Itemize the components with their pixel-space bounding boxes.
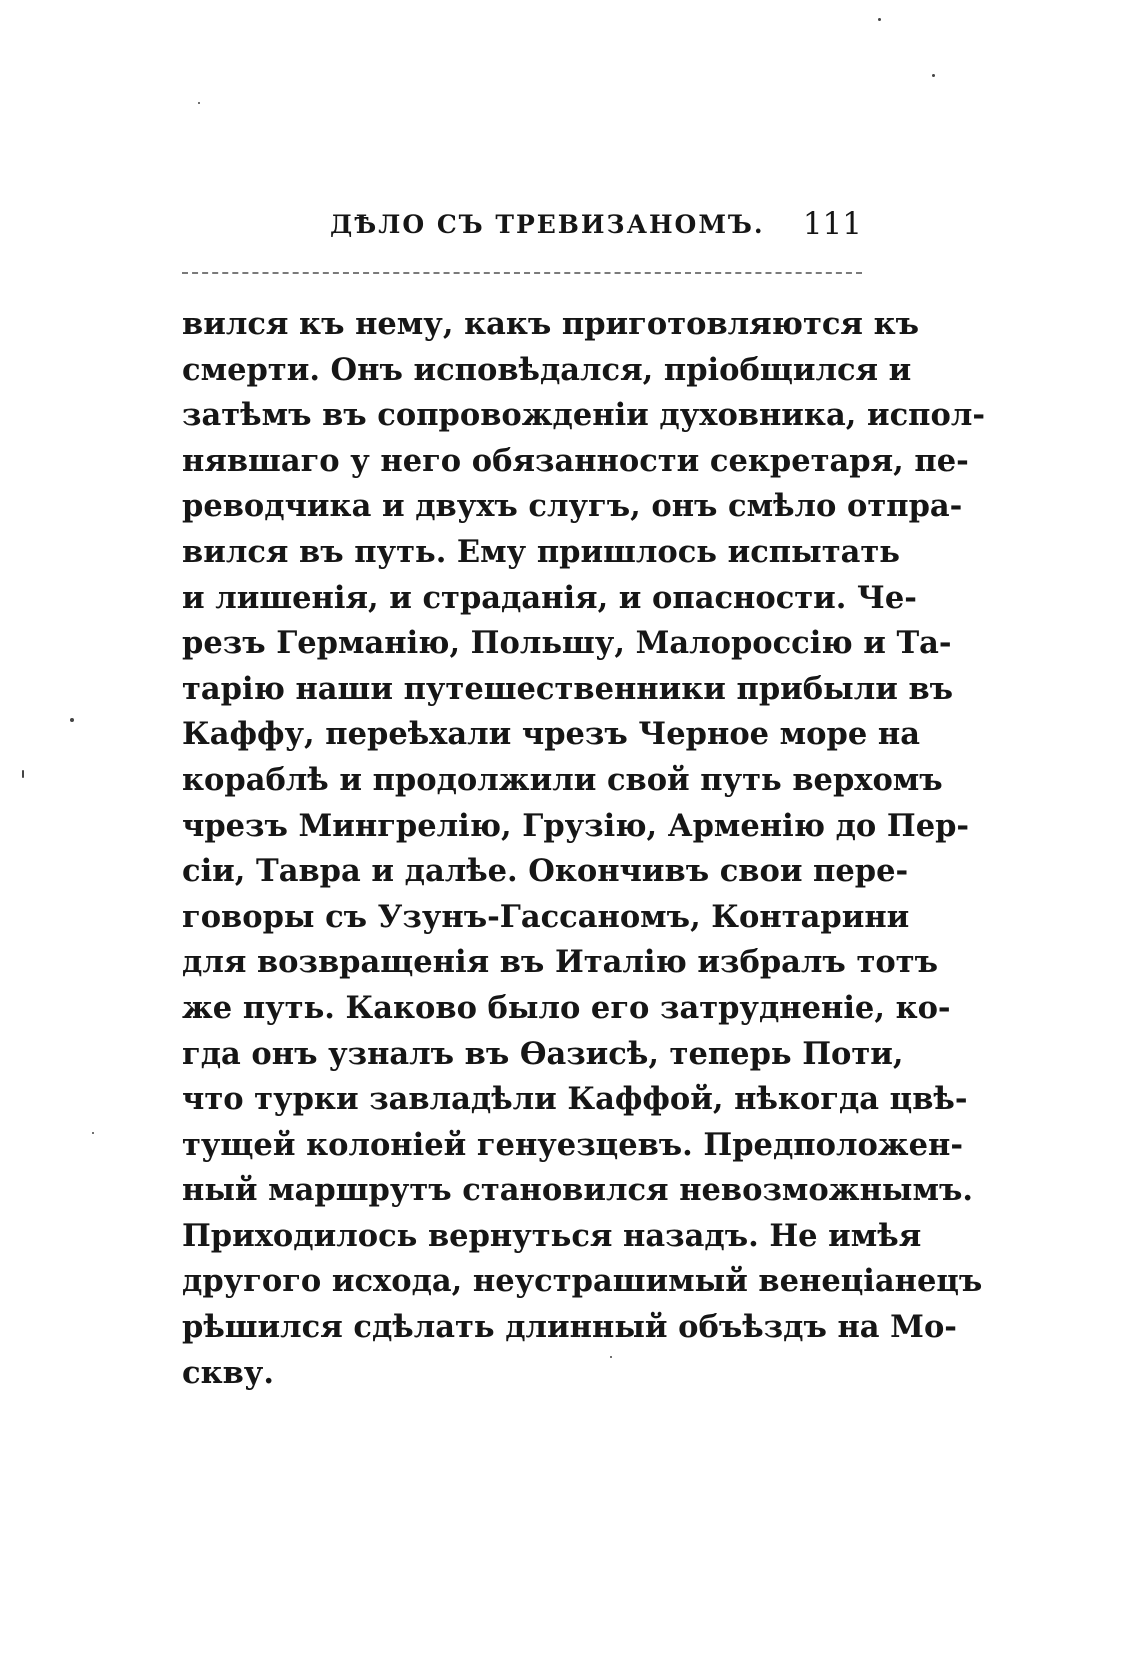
text-line: тущей колоніей генуезцевъ. Предположен- [182, 1126, 963, 1163]
running-title: ДѢЛО СЪ ТРЕВИЗАНОМЪ. [330, 210, 765, 239]
text-line: говоры съ Узунъ-Гассаномъ, Контарини [182, 898, 910, 935]
text-line: что турки завладѣли Каффой, нѣкогда цвѣ- [182, 1081, 968, 1118]
page-number: 111 [802, 206, 862, 242]
text-line: кораблѣ и продолжили свой путь верхомъ [182, 761, 943, 798]
text-line: тарію наши путешественники прибыли въ [182, 670, 954, 707]
text-line: чрезъ Мингрелію, Грузію, Арменію до Пер- [182, 807, 970, 844]
text-line: гда онъ узналъ въ Ѳазисѣ, теперь Поти, [182, 1035, 904, 1072]
body-text [182, 302, 985, 1396]
text-line: вился къ нему, какъ приготовляются къ [182, 306, 919, 342]
text-line: Приходилось вернуться назадъ. Не имѣя [182, 1217, 922, 1254]
text-line: реводчика и двухъ слугъ, онъ смѣло отпра- [182, 488, 963, 525]
text-line: другого исхода, неустрашимый венеціанецъ [182, 1263, 983, 1300]
scan-speck [22, 770, 24, 778]
text-line: смерти. Онъ исповѣдался, пріобщился и [182, 351, 912, 388]
text-line: же путь. Каково было его затрудненіе, ко- [182, 989, 951, 1026]
text-line: скву. [182, 1354, 274, 1391]
scan-speck [932, 74, 935, 77]
scan-speck [70, 718, 74, 722]
text-line: ный маршрутъ становился невозможнымъ. [182, 1172, 973, 1209]
text-line: резъ Германію, Польшу, Малороссію и Та- [182, 625, 952, 662]
running-head [182, 206, 862, 246]
text-line: нявшаго у него обязанности секретаря, пе- [182, 442, 969, 479]
text-line: Каффу, переѣхали чрезъ Черное море на [182, 716, 920, 753]
scan-speck [198, 102, 200, 104]
scan-speck [92, 1132, 94, 1134]
text-line: и лишенія, и страданія, и опасности. Че- [182, 579, 917, 616]
scan-speck [610, 1356, 612, 1358]
text-line: рѣшился сдѣлать длинный объѣздъ на Мо- [182, 1309, 957, 1346]
text-line: вился въ путь. Ему пришлось испытать [182, 533, 900, 570]
text-line: сіи, Тавра и далѣе. Окончивъ свои пере- [182, 853, 909, 890]
header-rule [182, 272, 862, 274]
text-line: для возвращенія въ Италію избралъ тотъ [182, 944, 938, 981]
text-line: затѣмъ въ сопровожденіи духовника, испол- [182, 397, 985, 434]
scan-speck [878, 18, 881, 21]
